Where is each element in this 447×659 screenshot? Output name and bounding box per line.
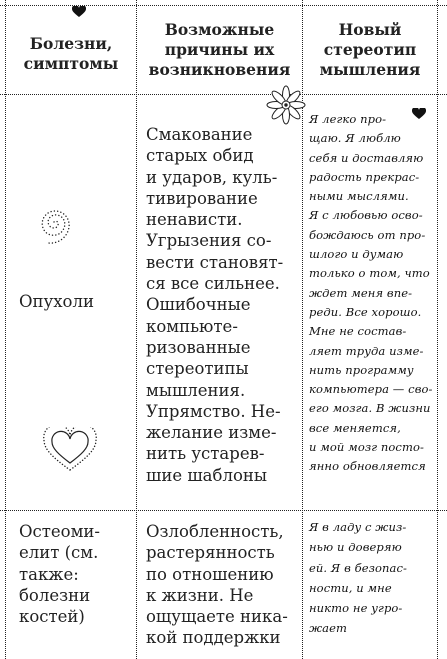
disease-line: болезни (19, 585, 91, 605)
disease-line: также: (19, 564, 79, 584)
cause-line: и ударов, куль- (146, 167, 278, 187)
cause-line: ся все сильнее. (146, 274, 280, 294)
disease-cell (19, 521, 131, 627)
affirmation-line: реди. Все хорошо. (309, 304, 422, 319)
affirmation-line: его мозга. В жизни (309, 401, 431, 416)
affirmation-line: шлого и думаю (309, 247, 404, 262)
table-border-left (5, 0, 6, 659)
affirmation-line: себя и доставляю (309, 150, 424, 165)
affirmation-line: ляет труда изме- (309, 343, 424, 358)
flower-icon (266, 85, 306, 125)
affirmation-line: ждет меня впе- (309, 285, 413, 300)
cause-line: тивирование (146, 188, 258, 208)
heart-icon (72, 6, 86, 18)
affirmation-line: Я легко про- (309, 112, 387, 126)
affirmation-line: янно обновляется (309, 459, 426, 474)
cause-line: компьюте- (146, 316, 238, 336)
cause-cell (146, 521, 300, 649)
cause-line: ризованные (146, 337, 251, 357)
cause-line: нить устарев- (146, 444, 265, 464)
affirmation-line: нью и доверяю (309, 540, 402, 555)
cause-line: ненависти. (146, 210, 243, 230)
cause-line: по отношению (146, 564, 274, 584)
affirmation-line: Я с любовью осво- (309, 208, 423, 223)
disease-line: Остеоми- (19, 522, 101, 541)
cause-line: Упрямство. Не- (146, 401, 281, 421)
cause-line: вести становят- (146, 252, 284, 272)
table-divider-1 (136, 0, 137, 659)
header-line: Болезни, (29, 34, 113, 53)
header-line: Возможные (164, 20, 275, 39)
header-line: мышления (319, 60, 421, 79)
affirmation-line: никто не угро- (309, 601, 403, 616)
affirmation-line: все меняется, (309, 420, 401, 435)
table-border-top (0, 5, 447, 6)
cause-line: Озлобленность, (146, 522, 284, 541)
affirmation-cell (309, 110, 435, 477)
affirmation-line: и мой мозг посто- (309, 440, 424, 455)
cause-line: кой поддержки (146, 628, 281, 648)
cause-line: Смакование (146, 125, 253, 144)
affirmation-line: жает (309, 621, 348, 636)
header-causes (138, 20, 301, 80)
affirmation-line: Мне не состав- (309, 324, 407, 339)
disease-cell (19, 291, 131, 312)
cause-line: старых обид (146, 146, 254, 166)
row-separator (0, 510, 447, 511)
header-diseases (7, 34, 135, 74)
cause-line: Угрызения со- (146, 231, 272, 251)
cause-line: к жизни. Не (146, 585, 254, 605)
cause-line: стереотипы (146, 359, 249, 379)
header-separator (0, 94, 447, 95)
header-line: возникновения (148, 60, 291, 79)
heart-outline-icon (42, 427, 98, 473)
affirmation-line: щаю. Я люблю (309, 131, 401, 146)
disease-line: костей) (19, 607, 85, 627)
spiral-ornament-icon (24, 192, 84, 252)
disease-line: елит (см. (19, 543, 99, 563)
affirmation-line: Я в ладу с жиз- (309, 520, 407, 534)
header-line: причины их (164, 40, 275, 59)
header-line: симптомы (23, 54, 119, 73)
header-new-thinking (304, 20, 436, 80)
cause-line: желание изме- (146, 423, 277, 443)
affirmation-line: нить программу (309, 362, 414, 377)
cause-line: шие шаблоны (146, 465, 268, 485)
header-line: стереотип (323, 40, 417, 59)
table-border-right (437, 0, 438, 659)
affirmation-line: ности, и мне (309, 580, 392, 595)
cause-line: мышления. (146, 380, 246, 400)
affirmation-line: бождаюсь от про- (309, 227, 426, 242)
cause-line: ощущаете ника- (146, 607, 288, 627)
cause-cell (146, 124, 300, 486)
affirmation-line: радость прекрас- (309, 169, 420, 184)
affirmation-line: ей. Я в безопас- (309, 560, 408, 575)
disease-line: Опухоли (19, 292, 94, 311)
affirmation-line: только о том, что (309, 266, 430, 281)
cause-line: Ошибочные (146, 295, 251, 315)
header-line: Новый (338, 20, 402, 39)
cause-line: растерянность (146, 543, 275, 563)
affirmation-line: ными мыслями. (309, 189, 409, 204)
affirmation-cell (309, 517, 435, 639)
affirmation-line: компьютера — сво- (309, 382, 433, 397)
